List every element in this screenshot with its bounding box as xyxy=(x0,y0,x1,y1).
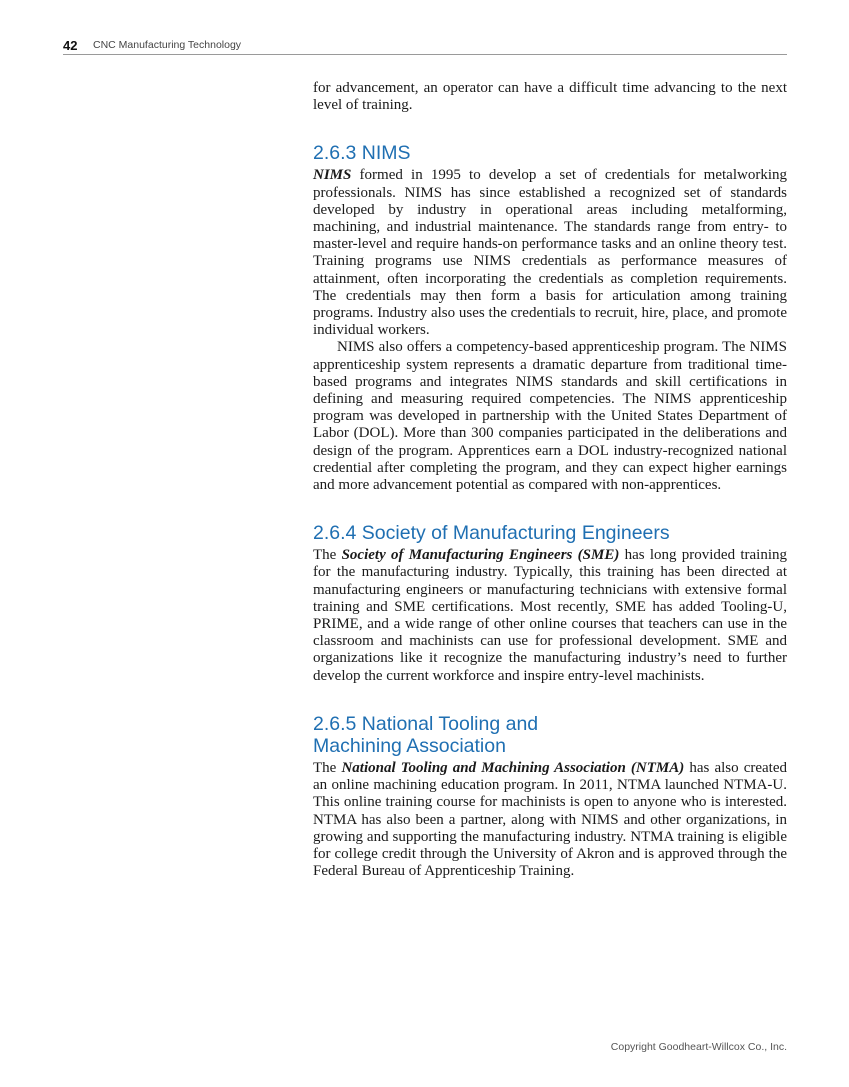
sme-paragraph-1-text: has long provided training for the manufacturing industry. Typically, this training has been directed at manufacturing engineers or manufacturing technicians with extensive formal training and SME certifications. Most recently, SME has added Tooling-U, PRIME, and a wide range of other online courses that teachers can use in the classroom and machinists can use for professional development. SME and organizations like it recognize the manufacturing industry’s need to further develop the current workforce and inspire entry-level machinists. xyxy=(313,547,788,684)
book-title: CNC Manufacturing Technology xyxy=(93,39,242,51)
ntma-paragraph-1 xyxy=(313,760,787,880)
term-nims: NIMS xyxy=(313,167,352,184)
section-heading-ntma xyxy=(313,713,787,757)
page-number: 42 xyxy=(63,38,78,53)
section-ntma xyxy=(313,713,787,880)
main-content xyxy=(313,80,787,880)
section-sme xyxy=(313,522,787,685)
sme-paragraph-1 xyxy=(313,547,787,685)
section-heading-nims: 2.6.3 NIMS xyxy=(313,142,411,165)
section-nims xyxy=(313,142,787,494)
running-header xyxy=(63,38,787,55)
nims-paragraph-1 xyxy=(313,167,787,339)
section-heading-sme: 2.6.4 Society of Manufacturing Engineers xyxy=(313,522,670,545)
nims-paragraph-1-text: formed in 1995 to develop a set of credentials for metalworking professionals. NIMS has since established a recognized set of standards developed by industry in operational areas including metalforming, machining, and industrial maintenance. The standards range from entry- to master-level and require hands-on performance tasks and an online theory test. Training programs use NIMS credentials as performance measures of attainment, often incorporating the credentials as completion requirements. The credentials may then form a basis for articulation among training programs. Industry also uses the credentials to recruit, hire, place, and promote individual workers. xyxy=(313,167,787,339)
sme-paragraph-1-lead: The xyxy=(313,547,342,564)
intro-paragraph: for advancement, an operator can have a difficult time advancing to the next level of training. xyxy=(313,80,787,114)
term-ntma: National Tooling and Machining Association (NTMA) xyxy=(341,759,685,776)
term-sme: Society of Manufacturing Engineers (SME) xyxy=(341,547,620,564)
copyright-footer: Copyright Goodheart-Willcox Co., Inc. xyxy=(610,1041,787,1053)
section-heading-ntma-line1: 2.6.5 National Tooling and xyxy=(313,712,539,735)
nims-paragraph-2: NIMS also offers a competency-based apprenticeship program. The NIMS apprenticeship system represents a dramatic departure from traditional time-based programs and integrates NIMS standards and skill certifications in defining and measuring required competencies. The NIMS apprenticeship program was developed in partnership with the United States Department of Labor (DOL). More than 300 companies participated in the deliberations and design of the program. Apprentices earn a DOL industry-recognized national credential after completing the program, and they can expect higher earnings and more advancement potential as compared with non-apprentices. xyxy=(313,339,787,494)
section-heading-ntma-line2: Machining Association xyxy=(313,734,506,757)
ntma-paragraph-1-lead: The xyxy=(313,759,342,776)
ntma-paragraph-1-text: has also created an online machining education program. In 2011, NTMA launched NTMA-U. This online training course for machinists is open to anyone who is interested. NTMA has also been a partner, along with NIMS and other organizations, in growing and supporting the manufacturing industry. NTMA training is eligible for college credit through the University of Akron and is approved through the Federal Bureau of Apprenticeship Training. xyxy=(313,759,788,880)
